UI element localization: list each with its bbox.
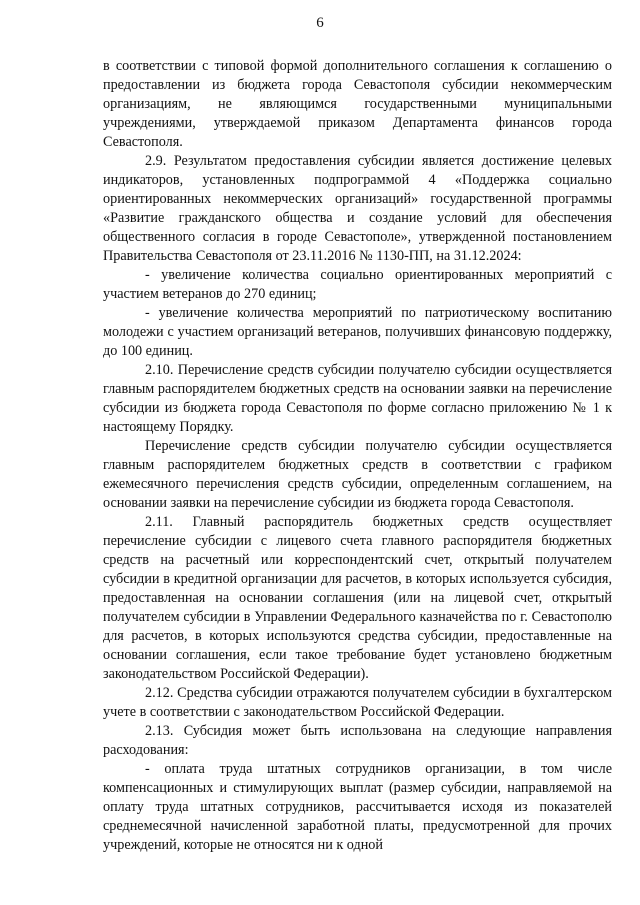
paragraph-2-9-result: 2.9. Результатом предоставления субсидии является достижение целевых индикаторов, установленных подпрограммой 4 «Поддержка социально ориентированных некоммерческих организаций» государственной программы «Развитие гражданского общества и создание условий для обеспечения общественного согласия в городе Севастополе», утвержденной постановлением Правительства Севастополя от 23.11.2016 № 1130-ПП, на 31.12.2024: — [103, 153, 612, 264]
list-item-patriotic-education: - увеличение количества мероприятий по патриотическому воспитанию молодежи с участием организаций ветеранов, получивших финансовую поддержку, до 100 единиц. — [103, 305, 612, 359]
paragraph-transfer-schedule: Перечисление средств субсидии получателю субсидии осуществляется главным распорядителем бюджетных средств в соответствии с графиком ежемесячного перечисления средств субсидии, определенным соглашением, на основании заявки на перечисление субсидии из бюджета города Севастополя. — [103, 438, 612, 511]
list-item-staff-salary: - оплата труда штатных сотрудников организации, в том числе компенсационных и стимулирующих выплат (размер субсидии, направляемой на оплату труда штатных сотрудников, рассчитывается исходя из показателей среднемесячной начисленной заработной платы, предусмотренной для прочих учреждений, которые не относятся ни к одной — [103, 761, 612, 853]
paragraph-2-12-accounting: 2.12. Средства субсидии отражаются получателем субсидии в бухгалтерском учете в соответствии с законодательством Российской Федерации. — [103, 685, 612, 720]
paragraph-2-10-transfer: 2.10. Перечисление средств субсидии получателю субсидии осуществляется главным распорядителем бюджетных средств на основании заявки на перечисление субсидии из бюджета города Севастополя по форме согласно приложению № 1 к настоящему Порядку. — [103, 362, 612, 435]
page-number: 6 — [316, 15, 324, 31]
paragraph-continuation: в соответствии с типовой формой дополнительного соглашения к соглашению о предоставлении из бюджета города Севастополя субсидии некоммерческим организациям, не являющимся государственными муниципальными учреждениями, утверждаемой приказом Департамента финансов города Севастополя. — [103, 58, 612, 150]
list-item-veterans-events: - увеличение количества социально ориентированных мероприятий с участием ветеранов до 270 единиц; — [103, 267, 612, 302]
paragraph-2-13-directions: 2.13. Субсидия может быть использована на следующие направления расходования: — [103, 723, 612, 758]
paragraph-2-11-account: 2.11. Главный распорядитель бюджетных средств осуществляет перечисление субсидии с лицевого счета главного распорядителя бюджетных средств на расчетный или корреспондентский счет, открытый получателем субсидии в кредитной организации для расчетов, в которых используется субсидия, предоставленная на основании соглашения (или на лицевой счет, открытый получателем субсидии в Управлении Федерального казначейства по г. Севастополю для расчетов, в которых используются средства субсидии, предоставленные на основании соглашения, если такое требование будет установлено бюджетным законодательством Российской Федерации). — [103, 514, 612, 682]
document-body — [103, 57, 612, 855]
